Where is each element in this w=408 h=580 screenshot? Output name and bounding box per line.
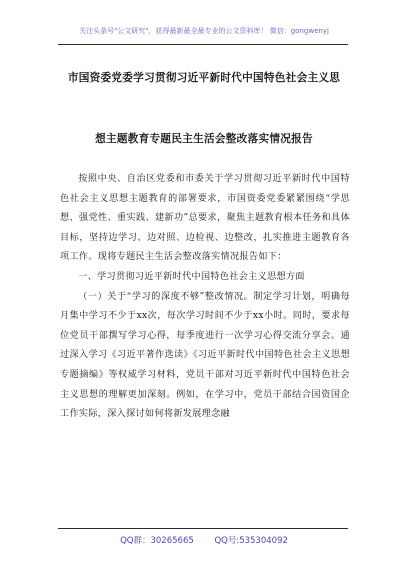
document-title-line-1: 市国资委党委学习贯彻习近平新时代中国特色社会主义思 <box>67 72 341 84</box>
body-paragraph: （一）关于“学习的深度不够”整改情况。制定学习计划，明确每月集中学习不少于xx次，每次学习时间不少于xx小时。同时，要求每位党员干部撰写学习心得，每季度进行一次学习心得交流分享会。通过深入学习《习近平著作选读》《习近平新时代中国特色社会主义思想专题摘编》等权威学习材料，党员干部对习近平新时代中国特色社会主义思想的理解更加深刻。例如，在学习中，党员干部结合国资国企工作实际，深入探讨如何将新发展理念融 <box>60 291 350 420</box>
document-title-line-2: 想主题教育专题民主生活会整改落实情况报告 <box>95 133 313 145</box>
footer-divider <box>58 528 348 529</box>
body-paragraph: 按照中央、自治区党委和市委关于学习贯彻习近平新时代中国特色社会主义思想主题教育的部署要求，市国资委党委紧紧围绕“学思想、强党性、重实践、建新功”总要求，聚焦主题教育根本任务和具体目标，坚持边学习、边对照、边检视、边整改，扎实推进主题教育各项工作。现将专题民主生活会整改落实情况报告如下： <box>60 174 350 263</box>
footer-contact <box>0 534 408 546</box>
document-body <box>60 170 350 425</box>
footer-qq-group: QQ群：30265665 <box>120 536 194 546</box>
footer-qq-number: QQ号:535304092 <box>214 536 288 546</box>
body-paragraph: 一、学习贯彻习近平新时代中国特色社会主义思想方面 <box>78 271 305 282</box>
header-divider <box>58 44 348 45</box>
header-note: 关注头条号"公文研究"，获得最新最全最专业的公文资料库！ 微信：gongwenyj <box>79 27 329 35</box>
